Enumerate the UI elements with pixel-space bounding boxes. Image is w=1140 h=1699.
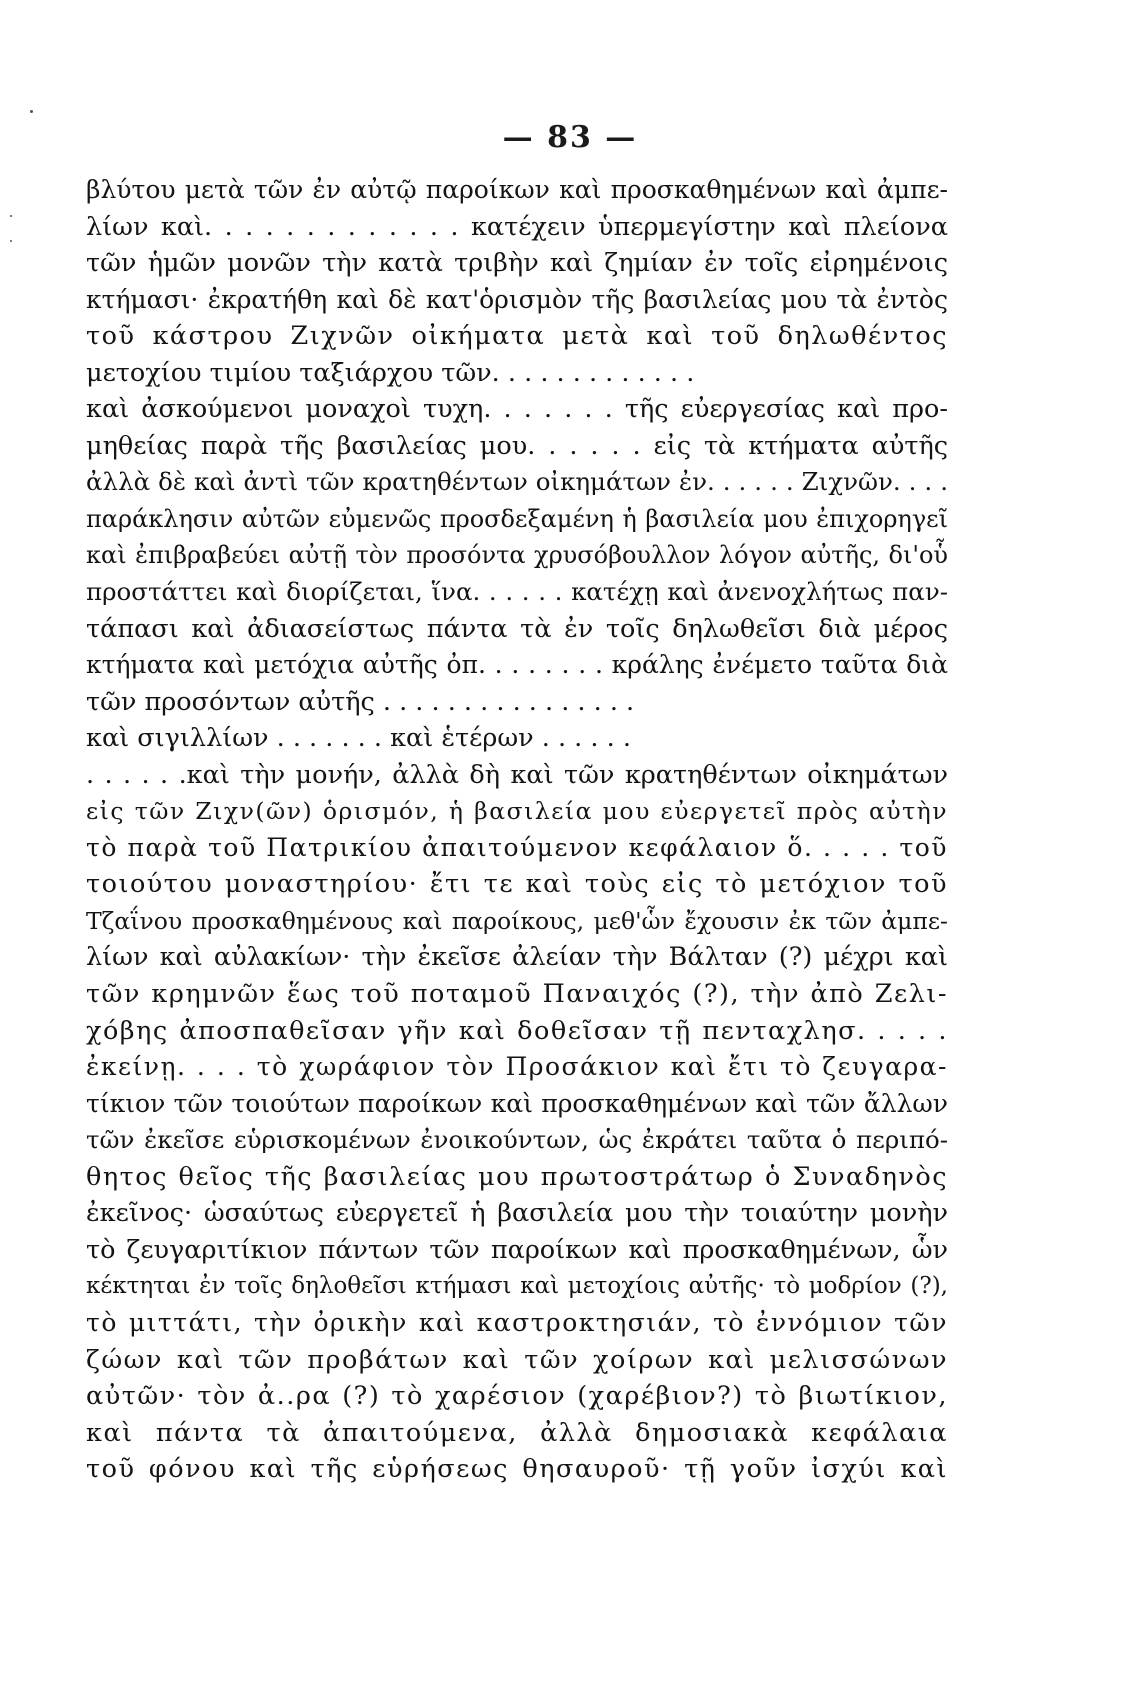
text-line: βλύτου μετὰ τῶν ἐν αὐτῷ παροίκων καὶ προσκαθημένων καὶ ἀμπε- bbox=[86, 175, 948, 204]
text-line: ἐκεῖνος· ὡσαύτως εὐεργετεῖ ἡ βασιλεία μου τὴν τοιαύτην μονὴν bbox=[86, 1198, 948, 1229]
page-number: — 83 — bbox=[502, 120, 638, 155]
text-line: τῶν ἡμῶν μονῶν τὴν κατὰ τριβὴν καὶ ζημίαν ἐν τοῖς εἰρημένοις bbox=[86, 248, 948, 279]
text-line: τάπασι καὶ ἀδιασείστως πάντα τὰ ἐν τοῖς δηλωθεῖσι διὰ μέρος bbox=[86, 613, 948, 644]
text-line: Τζαΐνου προσκαθημένους καὶ παροίκους, μεθ'ὧν ἔχουσιν ἐκ τῶν ἀμπε- bbox=[86, 906, 948, 935]
text-line: τοῦ φόνου καὶ τῆς εὑρήσεως θησαυροῦ· τῇ γοῦν ἰσχύι καὶ bbox=[86, 1454, 948, 1485]
margin-speck bbox=[10, 215, 12, 217]
text-line: τῶν κρημνῶν ἕως τοῦ ποταμοῦ Παναιχός (?), τὴν ἀπὸ Ζελι- bbox=[86, 979, 948, 1010]
text-line: τῶν προσόντων αὐτῆς . . . . . . . . . . . . . . . . bbox=[86, 686, 635, 717]
text-line: ἀλλὰ δὲ καὶ ἀντὶ τῶν κρατηθέντων οἰκημάτων ἐν. . . . . . Ζιχνῶν. . . . bbox=[86, 467, 948, 497]
text-line: τοιούτου μοναστηρίου· ἔτι τε καὶ τοὺς εἰς τὸ μετόχιον τοῦ bbox=[86, 869, 948, 900]
text-line: κτήμασι· ἐκρατήθη καὶ δὲ κατ'ὁρισμὸν τῆς βασιλείας μου τὰ ἐντὸς bbox=[86, 284, 948, 314]
text-line: καὶ ἀσκούμενοι μοναχοὶ τυχη. . . . . . . τῆς εὐεργεσίας καὶ προ- bbox=[86, 394, 948, 425]
text-line: τὸ παρὰ τοῦ Πατρικίου ἀπαιτούμενον κεφάλαιον ὅ. . . . . τοῦ bbox=[86, 832, 948, 862]
margin-speck bbox=[10, 240, 12, 242]
text-line: καὶ πάντα τὰ ἀπαιτούμενα, ἀλλὰ δημοσιακὰ κεφάλαια bbox=[86, 1417, 948, 1448]
margin-speck bbox=[30, 110, 33, 113]
text-line: . . . . . .καὶ τὴν μονήν, ἀλλὰ δὴ καὶ τῶν κρατηθέντων οἰκημάτων bbox=[86, 759, 948, 790]
text-line: λίων καὶ αὐλακίων· τὴν ἐκεῖσε ἀλείαν τὴν Βάλταν (?) μέχρι καὶ bbox=[86, 942, 948, 973]
text-line: ζώων καὶ τῶν προβάτων καὶ τῶν χοίρων καὶ μελισσώνων bbox=[86, 1344, 948, 1375]
text-line: λίων καὶ. . . . . . . . . . . . . κατέχειν ὑπερμεγίστην καὶ πλείονα bbox=[86, 211, 948, 242]
text-line: παράκλησιν αὐτῶν εὐμενῶς προσδεξαμένη ἡ βασιλεία μου ἐπιχορηγεῖ bbox=[86, 504, 948, 533]
text-line: αὐτῶν· τὸν ἀ..ρα (?) τὸ χαρέσιον (χαρέβιον?) τὸ βιωτίκιον, bbox=[86, 1381, 948, 1412]
text-line: καὶ ἐπιβραβεύει αὐτῇ τὸν προσόντα χρυσόβουλλον λόγον αὐτῆς, δι'οὗ bbox=[86, 541, 948, 570]
text-line: τίκιον τῶν τοιούτων παροίκων καὶ προσκαθημένων καὶ τῶν ἄλλων bbox=[86, 1088, 948, 1118]
text-line: κτήματα καὶ μετόχια αὐτῆς ὀπ. . . . . . . . κράλης ἐνέμετο ταῦτα διὰ bbox=[86, 650, 948, 680]
text-line: τὸ μιττάτι, τὴν ὀρικὴν καὶ καστροκτησιάν, τὸ ἐννόμιον τῶν bbox=[86, 1307, 948, 1337]
text-line: μηθείας παρὰ τῆς βασιλείας μου. . . . . . εἰς τὰ κτήματα αὐτῆς bbox=[86, 430, 948, 461]
text-line: προστάττει καὶ διορίζεται, ἵνα. . . . . . κατέχῃ καὶ ἀνενοχλήτως παν- bbox=[86, 577, 948, 607]
text-line: τῶν ἐκεῖσε εὑρισκομένων ἐνοικούντων, ὡς ἐκράτει ταῦτα ὁ περιπό- bbox=[86, 1125, 948, 1155]
text-line: εἰς τῶν Ζιχν(ῶν) ὁρισμόν, ἡ βασιλεία μου εὐεργετεῖ πρὸς αὐτὴν bbox=[86, 797, 948, 826]
body-text bbox=[86, 172, 948, 1488]
text-line: χόβης ἀποσπαθεῖσαν γῆν καὶ δοθεῖσαν τῇ πενταχλησ. . . . . bbox=[86, 1015, 948, 1046]
text-line: ἐκείνῃ. . . . τὸ χωράφιον τὸν Προσάκιον καὶ ἔτι τὸ ζευγαρα- bbox=[86, 1052, 948, 1082]
text-line: μετοχίου τιμίου ταξιάρχου τῶν. . . . . . . . . . . . . bbox=[86, 357, 695, 388]
text-line: καὶ σιγιλλίων . . . . . . . καὶ ἑτέρων . . . . . . bbox=[86, 723, 631, 754]
text-line: τοῦ κάστρου Ζιχνῶν οἰκήματα μετὰ καὶ τοῦ δηλωθέντος bbox=[86, 321, 948, 352]
text-line: τὸ ζευγαριτίκιον πάντων τῶν παροίκων καὶ προσκαθημένων, ὧν bbox=[86, 1234, 948, 1265]
text-line: θητος θεῖος τῆς βασιλείας μου πρωτοστράτωρ ὁ Συναδηνὸς bbox=[86, 1161, 948, 1192]
text-line: κέκτηται ἐν τοῖς δηλοθεῖσι κτήμασι καὶ μετοχίοις αὐτῆς· τὸ μοδρίον (?), bbox=[86, 1273, 948, 1300]
